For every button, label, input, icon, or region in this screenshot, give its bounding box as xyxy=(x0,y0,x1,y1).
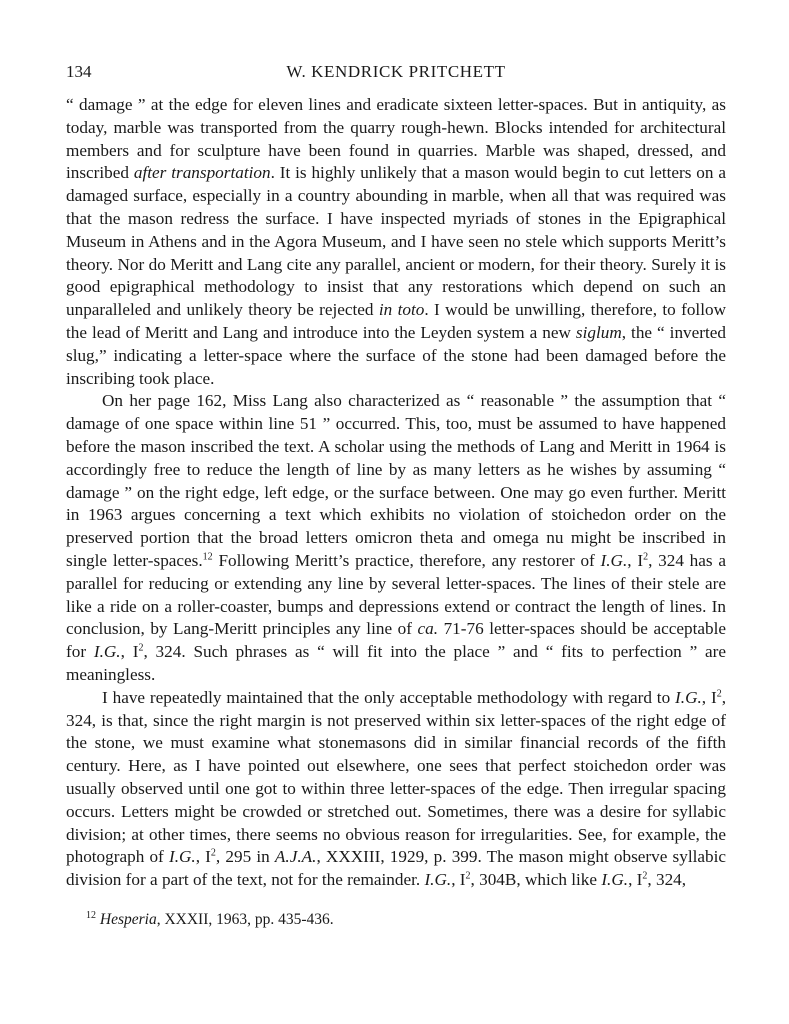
superscript: 12 xyxy=(202,551,213,563)
superscript: 2 xyxy=(210,847,216,859)
italic-text: ca. xyxy=(417,619,439,639)
italic-text: I.G. xyxy=(600,550,628,570)
text-run: Following Meritt’s practice, therefore, any restorer of xyxy=(212,550,601,570)
page xyxy=(66,60,726,930)
text-run: , 295 in xyxy=(215,847,275,867)
running-head-author: W. KENDRICK PRITCHETT xyxy=(286,62,506,81)
italic-text: after transportation xyxy=(133,163,271,183)
running-head xyxy=(66,60,726,84)
text-run: , I xyxy=(628,870,643,890)
paragraph-3 xyxy=(66,687,726,892)
italic-text: I.G. xyxy=(168,847,196,867)
italic-text: in toto xyxy=(378,300,425,320)
italic-text: I.G. xyxy=(675,687,702,707)
text-run: , the “ inverted slug,” indicating a letter-space where the surface of the stone had been damaged before the inscribing took place. xyxy=(66,322,726,388)
text-run: , 324. Such phrases as “ will fit into the place ” and “ fits to perfection ” are meaningless. xyxy=(66,642,726,684)
text-run: , 304B, which like xyxy=(470,870,602,890)
text-run: , 324 has a parallel for reducing or extending any line by several letter-spaces. The lines of their stele are like a ride on a roller-coaster, bumps and depressions extend or contract the length of lines. In conclusion, by Lang-Meritt principles any line of xyxy=(66,550,726,639)
text-run: , XXXIII, 1929, p. 399. The mason might observe syllabic division for a part of the text, not for the remainder. xyxy=(66,847,726,890)
text-run: On her page 162, Miss Lang also characterized as “ reasonable ” the assumption that “ damage of one space within line 51 ” occurred. This, too, must be assumed to have happened before the mason inscribed the text. A scholar using the methods of Lang and Meritt in 1964 is accordingly free to reduce the length of line by as many letters as he wishes by assuming “ damage ” on the right edge, left edge, or the surface between. One may go even further. Meritt in 1963 argues concerning a text which exhibits no violation of stoichedon order on the preserved portion that the broad letters omicron theta and omega nu might be inscribed in single letter-spaces. xyxy=(66,391,726,570)
text-run: “ damage ” at the edge for eleven lines and eradicate sixteen letter-spaces. But in antiquity, as today, marble was transported from the quarry rough-hewn. Blocks intended for architectural members and for sculpture have been found in quarries. Marble was shaped, dressed, and inscribed xyxy=(66,95,726,183)
footnote-12 xyxy=(86,910,726,930)
page-number: 134 xyxy=(66,62,92,81)
text-run: , 324, is that, since the right margin is not preserved within six letter-spaces of the right edge of the stone, we must examine what stonemasons did in similar financial records of the fifth century. Here, as I have pointed out elsewhere, one sees that perfect stoichedon order was usually observed until one got to within three letter-spaces of the edge. Then irregular spacing occurs. Letters might be crowded or stretched out. Sometimes, there was a desire for syllabic division; at other times, there seems no obvious reason for irregularities. See, for example, the photograph of xyxy=(66,687,726,867)
text-run: , I xyxy=(701,687,717,707)
superscript: 2 xyxy=(643,551,649,563)
superscript: 2 xyxy=(716,687,722,699)
italic-text: A.J.A. xyxy=(274,847,317,867)
text-run: . It is highly unlikely that a mason would begin to cut letters on a damaged surface, especially in a country abounding in marble, when all that was required was that the mason redress the surface. I have inspected myriads of stones in the Epigraphical Museum in Athens and in the Agora Museum, and I have seen no stele which supports Meritt’s theory. Nor do Meritt and Lang cite any parallel, ancient or modern, for their theory. Surely it is good epigraphical methodology to insist that any restorations which depend on such an unparalleled and unlikely theory be rejected xyxy=(66,163,726,320)
superscript: 12 xyxy=(86,909,96,921)
text-run: I have repeatedly maintained that the only acceptable methodology with regard to xyxy=(102,687,676,707)
superscript: 2 xyxy=(138,642,144,654)
footnotes xyxy=(66,910,726,930)
text-run: 71-76 letter-spaces should be acceptable for xyxy=(66,619,726,662)
superscript: 2 xyxy=(465,870,471,882)
italic-text: I.G. xyxy=(424,870,452,890)
superscript: 2 xyxy=(642,870,648,882)
text-run: , XXXII, 1963, pp. 435-436. xyxy=(156,910,334,928)
text-run: , I xyxy=(120,642,139,662)
paragraph-1 xyxy=(66,94,726,390)
text-run: , I xyxy=(627,550,644,570)
italic-text: I.G. xyxy=(93,642,121,662)
body-text xyxy=(66,94,726,892)
italic-text: Hesperia xyxy=(99,910,157,928)
paragraph-2 xyxy=(66,390,726,686)
italic-text: I.G. xyxy=(601,870,629,890)
text-run: , I xyxy=(195,847,211,867)
italic-text: siglum xyxy=(575,322,622,342)
text-run: , I xyxy=(451,870,466,890)
text-run: . I would be unwilling, therefore, to follow the lead of Meritt and Lang and introduce into the Leyden system a new xyxy=(66,300,726,342)
text-run: , 324, xyxy=(647,870,687,890)
